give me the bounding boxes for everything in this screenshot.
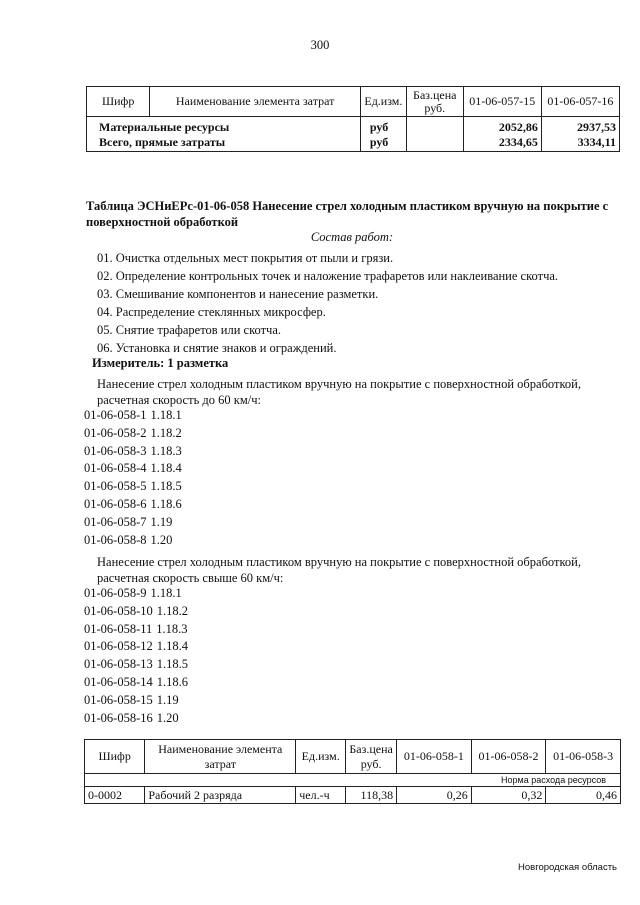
- item-code: 01-06-058-12: [84, 639, 153, 654]
- list-item: [84, 514, 182, 532]
- page-number: 300: [310, 38, 330, 52]
- item-code: 01-06-058-1: [84, 408, 147, 422]
- item-ref: 1.18.5: [150, 479, 182, 494]
- item-code: 01-06-058-13: [84, 657, 153, 672]
- row-value-3: 0,46: [546, 787, 621, 804]
- group1-codes: [84, 407, 182, 549]
- row-value-2: 3334,11: [541, 135, 619, 152]
- item-code: 01-06-058-10: [84, 603, 153, 618]
- row-price: 118,38: [346, 787, 397, 804]
- norm-row: [85, 774, 621, 787]
- section-title: Таблица ЭСНиЕРс-01-06-058 Нанесение стрел холодным пластиком вручную на покрытие с поверхностной обработкой: [86, 199, 609, 229]
- table-row: [87, 117, 620, 136]
- item-ref: 1.19: [150, 514, 173, 529]
- row-unit: чел.-ч: [296, 787, 346, 804]
- group1-description: Нанесение стрел холодным пластиком вручную на покрытие с поверхностной обработкой, расчетная скорость до 60 км/ч:: [97, 377, 581, 407]
- item-ref: 1.18.6: [156, 674, 188, 689]
- item-ref: 1.18.6: [150, 496, 182, 511]
- list-item: [84, 443, 182, 461]
- item-code: 01-06-058-6: [84, 496, 147, 511]
- header-price: Баз.цена руб.: [406, 87, 463, 117]
- list-item: [84, 425, 182, 443]
- norm-label: Норма расхода ресурсов: [85, 774, 621, 787]
- list-item: [84, 478, 182, 496]
- item-code: 01-06-058-2: [84, 425, 147, 440]
- item-ref: 1.18.1: [150, 586, 182, 600]
- list-item: [84, 656, 188, 674]
- list-item: 05. Снятие трафаретов или скотча.: [97, 323, 282, 337]
- item-ref: 1.19: [156, 692, 179, 707]
- list-item: 01. Очистка отдельных мест покрытия от пыли и грязи.: [97, 251, 394, 265]
- header-col1: 01-06-057-15: [463, 87, 541, 117]
- item-ref: 1.18.4: [150, 461, 182, 476]
- list-item: [84, 638, 188, 656]
- item-code: 01-06-058-16: [84, 710, 153, 725]
- row-value-1: 2334,65: [463, 135, 541, 152]
- row-value-2: 2937,53: [541, 117, 619, 136]
- header-col2: 01-06-058-2: [471, 740, 546, 774]
- item-code: 01-06-058-11: [84, 621, 153, 636]
- header-name: Наименование элемента затрат: [150, 87, 361, 117]
- list-item: [84, 585, 188, 603]
- list-item: 03. Смешивание компонентов и нанесение разметки.: [97, 287, 379, 301]
- list-item: [84, 710, 188, 728]
- row-value-1: 0,26: [397, 787, 472, 804]
- item-code: 01-06-058-3: [84, 443, 147, 458]
- table-row: [87, 135, 620, 152]
- item-code: 01-06-058-9: [84, 586, 147, 600]
- header-unit: Ед.изм.: [360, 87, 406, 117]
- item-ref: 1.18.2: [156, 603, 188, 618]
- row-label: Материальные ресурсы: [87, 117, 361, 136]
- item-code: 01-06-058-14: [84, 674, 153, 689]
- header-price: Баз.цена руб.: [346, 740, 397, 774]
- list-item: 04. Распределение стеклянных микросфер.: [97, 305, 326, 319]
- header-name: Наименование элемента затрат: [145, 740, 296, 774]
- item-code: 01-06-058-5: [84, 479, 147, 494]
- row-price: [406, 135, 463, 152]
- row-value-1: 2052,86: [463, 117, 541, 136]
- item-ref: 1.18.4: [156, 639, 188, 654]
- table-header-row: [87, 87, 620, 117]
- item-code: 01-06-058-4: [84, 461, 147, 476]
- measure-unit: Измеритель: 1 разметка: [92, 356, 229, 370]
- item-code: 01-06-058-8: [84, 532, 147, 547]
- header-code: Шифр: [87, 87, 150, 117]
- list-item: [84, 496, 182, 514]
- item-ref: 1.18.1: [150, 408, 182, 422]
- list-item: [84, 674, 188, 692]
- row-code: 0-0002: [85, 787, 145, 804]
- header-col2: 01-06-057-16: [541, 87, 619, 117]
- item-code: 01-06-058-15: [84, 692, 153, 707]
- footer-region: Новгородская область: [518, 862, 617, 873]
- list-item: [84, 460, 182, 478]
- works-list: [97, 249, 558, 357]
- item-ref: 1.18.3: [156, 621, 188, 636]
- header-col1: 01-06-058-1: [397, 740, 472, 774]
- list-item: [84, 621, 188, 639]
- table-row: [85, 787, 621, 804]
- item-ref: 1.18.3: [150, 443, 182, 458]
- header-unit: Ед.изм.: [296, 740, 346, 774]
- list-item: [84, 532, 182, 550]
- table-header-row: [85, 740, 621, 774]
- row-unit: руб: [360, 135, 406, 152]
- item-ref: 1.18.2: [150, 425, 182, 440]
- item-code: 01-06-058-7: [84, 514, 147, 529]
- header-col3: 01-06-058-3: [546, 740, 621, 774]
- list-item: 06. Установка и снятие знаков и ограждений.: [97, 341, 337, 355]
- list-item: [84, 603, 188, 621]
- row-name: Рабочий 2 разряда: [145, 787, 296, 804]
- resource-norm-table: [84, 739, 621, 804]
- section-subtitle: Состав работ:: [310, 230, 394, 244]
- group2-description: Нанесение стрел холодным пластиком вручную на покрытие с поверхностной обработкой, расчетная скорость свыше 60 км/ч:: [97, 555, 581, 585]
- list-item: 02. Определение контрольных точек и наложение трафаретов или наклеивание скотча.: [97, 269, 559, 283]
- item-ref: 1.18.5: [156, 657, 188, 672]
- row-label: Всего, прямые затраты: [87, 135, 361, 152]
- list-item: [84, 692, 188, 710]
- row-value-2: 0,32: [471, 787, 546, 804]
- list-item: [84, 407, 182, 425]
- row-unit: руб: [360, 117, 406, 136]
- row-price: [406, 117, 463, 136]
- item-ref: 1.20: [156, 710, 179, 725]
- cost-summary-table: [86, 86, 620, 152]
- header-code: Шифр: [85, 740, 145, 774]
- item-ref: 1.20: [150, 532, 173, 547]
- group2-codes: [84, 585, 188, 727]
